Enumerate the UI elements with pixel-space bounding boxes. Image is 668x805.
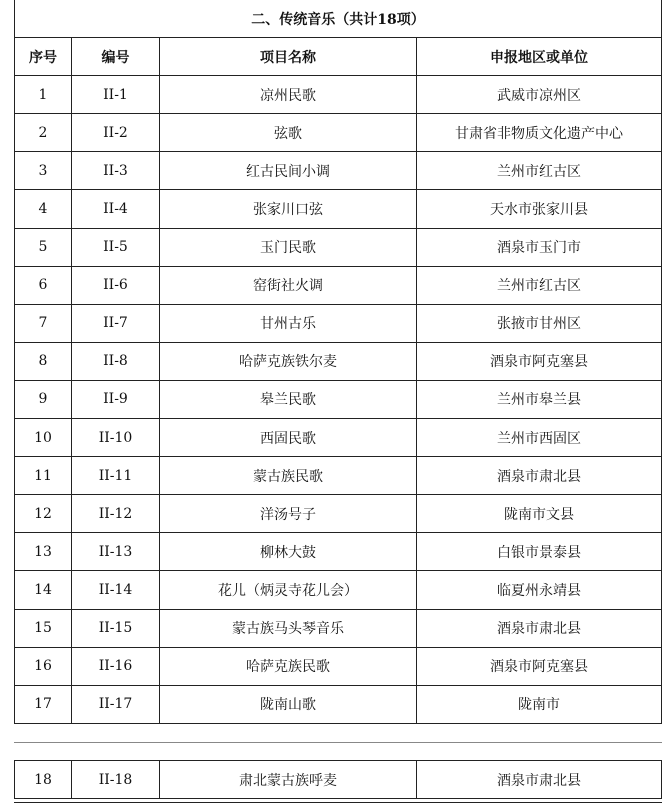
cell-name: 窑街社火调 [160, 266, 417, 304]
cell-seq: 10 [15, 419, 72, 457]
cell-name: 弦歌 [160, 114, 417, 152]
cell-region: 张掖市甘州区 [417, 304, 662, 342]
bottom-rule [14, 802, 662, 803]
cell-code: II-4 [72, 190, 160, 228]
cell-code: II-7 [72, 304, 160, 342]
cell-code: II-5 [72, 228, 160, 266]
cell-seq: 11 [15, 457, 72, 495]
cell-code: II-2 [72, 114, 160, 152]
cell-name: 甘州古乐 [160, 304, 417, 342]
continued-table [14, 760, 662, 799]
page-break-line [14, 742, 662, 743]
cell-seq: 12 [15, 495, 72, 533]
cell-code: II-1 [72, 76, 160, 114]
table-row [15, 419, 662, 457]
cell-region: 兰州市红古区 [417, 152, 662, 190]
cell-region: 兰州市西固区 [417, 419, 662, 457]
cell-region: 白银市景泰县 [417, 533, 662, 571]
cell-code: II-17 [72, 685, 160, 723]
cell-seq: 15 [15, 609, 72, 647]
cell-code: II-16 [72, 647, 160, 685]
title-row [15, 0, 662, 38]
cell-code: II-14 [72, 571, 160, 609]
table-row [15, 571, 662, 609]
heritage-table [14, 0, 662, 724]
cell-seq: 1 [15, 76, 72, 114]
cell-code: II-8 [72, 342, 160, 380]
cell-region: 酒泉市肃北县 [417, 609, 662, 647]
table-row [15, 380, 662, 418]
cell-seq: 2 [15, 114, 72, 152]
cell-region: 酒泉市肃北县 [417, 761, 662, 799]
table-row [15, 609, 662, 647]
table-row [15, 266, 662, 304]
cell-seq: 6 [15, 266, 72, 304]
cell-name: 哈萨克族铁尔麦 [160, 342, 417, 380]
cell-code: II-15 [72, 609, 160, 647]
cell-region: 临夏州永靖县 [417, 571, 662, 609]
cell-name: 蒙古族马头琴音乐 [160, 609, 417, 647]
cell-region: 兰州市红古区 [417, 266, 662, 304]
cell-code: II-10 [72, 419, 160, 457]
cell-code: II-3 [72, 152, 160, 190]
cell-name: 西固民歌 [160, 419, 417, 457]
cell-seq: 9 [15, 380, 72, 418]
table-row [15, 761, 662, 799]
table-row [15, 533, 662, 571]
table-row [15, 76, 662, 114]
table-body [15, 76, 662, 724]
cell-name: 柳林大鼓 [160, 533, 417, 571]
header-name: 项目名称 [160, 38, 417, 76]
cell-seq: 18 [15, 761, 72, 799]
cell-name: 花儿（炳灵寺花儿会） [160, 571, 417, 609]
cell-region: 陇南市 [417, 685, 662, 723]
table-row [15, 685, 662, 723]
table-row [15, 228, 662, 266]
header-code: 编号 [72, 38, 160, 76]
cell-name: 凉州民歌 [160, 76, 417, 114]
cell-region: 酒泉市肃北县 [417, 457, 662, 495]
table-row [15, 342, 662, 380]
cell-region: 酒泉市阿克塞县 [417, 647, 662, 685]
table-row [15, 190, 662, 228]
cell-region: 天水市张家川县 [417, 190, 662, 228]
cell-name: 洋汤号子 [160, 495, 417, 533]
cell-code: II-18 [72, 761, 160, 799]
cell-name: 肃北蒙古族呼麦 [160, 761, 417, 799]
table-row [15, 647, 662, 685]
table-title: 二、传统音乐（共计18项） [15, 0, 662, 38]
header-row [15, 38, 662, 76]
cell-seq: 4 [15, 190, 72, 228]
cell-code: II-13 [72, 533, 160, 571]
cell-name: 陇南山歌 [160, 685, 417, 723]
table-row [15, 495, 662, 533]
cell-region: 甘肃省非物质文化遗产中心 [417, 114, 662, 152]
cell-seq: 7 [15, 304, 72, 342]
cell-seq: 3 [15, 152, 72, 190]
table-row [15, 114, 662, 152]
cell-seq: 16 [15, 647, 72, 685]
cell-name: 蒙古族民歌 [160, 457, 417, 495]
cell-seq: 8 [15, 342, 72, 380]
table-row [15, 152, 662, 190]
cell-seq: 13 [15, 533, 72, 571]
cell-region: 陇南市文县 [417, 495, 662, 533]
cell-region: 兰州市皋兰县 [417, 380, 662, 418]
cell-name: 红古民间小调 [160, 152, 417, 190]
cell-code: II-6 [72, 266, 160, 304]
cell-name: 玉门民歌 [160, 228, 417, 266]
table-row [15, 304, 662, 342]
cell-region: 酒泉市阿克塞县 [417, 342, 662, 380]
header-seq: 序号 [15, 38, 72, 76]
cell-region: 武威市凉州区 [417, 76, 662, 114]
cell-name: 哈萨克族民歌 [160, 647, 417, 685]
cell-seq: 17 [15, 685, 72, 723]
cell-region: 酒泉市玉门市 [417, 228, 662, 266]
table-row [15, 457, 662, 495]
cell-seq: 14 [15, 571, 72, 609]
cell-seq: 5 [15, 228, 72, 266]
cell-code: II-9 [72, 380, 160, 418]
cell-code: II-12 [72, 495, 160, 533]
cell-code: II-11 [72, 457, 160, 495]
cell-name: 张家川口弦 [160, 190, 417, 228]
header-region: 申报地区或单位 [417, 38, 662, 76]
cell-name: 皋兰民歌 [160, 380, 417, 418]
